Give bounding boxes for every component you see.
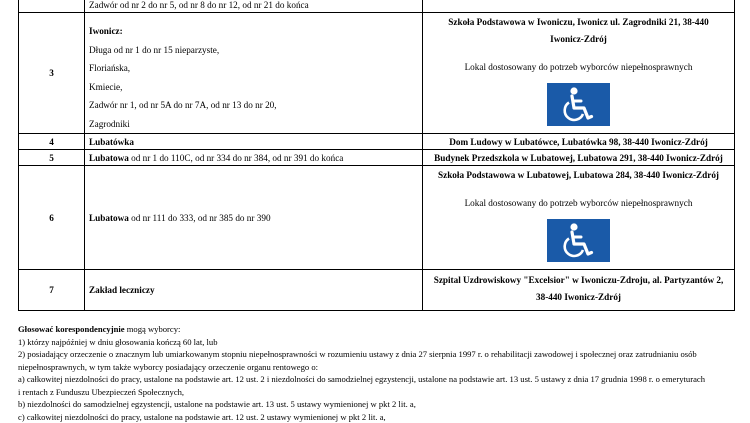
polling-districts-table <box>18 0 735 311</box>
table-row <box>19 270 735 311</box>
notes-item: niepełnosprawnych, w tym także wyborcy posiadający orzeczenie organu rentowego o: <box>18 361 738 374</box>
district-number: 6 <box>19 166 85 270</box>
wheelchair-icon <box>547 219 610 262</box>
polling-place: Budynek Przedszkola w Lubatowej, Lubatowa 291, 38-440 Iwonicz-Zdrój <box>423 150 735 166</box>
district-number: 4 <box>19 134 85 150</box>
wheelchair-icon <box>547 83 610 126</box>
polling-place: Szkoła Podstawowa w Lubatowej, Lubatowa 284, 38-440 Iwonicz-Zdrój <box>423 166 734 184</box>
notes-item: c) całkowitej niezdolności do pracy, ustalone na podstawie art. 12 ust. 2 ustawy wymienionej w pkt 2 lit. a, <box>18 411 738 423</box>
accessibility-note: Lokal dostosowany do potrzeb wyborców niepełnosprawnych <box>423 61 734 73</box>
notes-item: b) niezdolności do samodzielnej egzystencji, ustalone na podstawie art. 13 ust. 5 ustawy wymienionej w pkt 2 lit. a, <box>18 398 738 411</box>
district-number: 5 <box>19 150 85 166</box>
accessibility-note: Lokal dostosowany do potrzeb wyborców niepełnosprawnych <box>423 197 734 209</box>
district-area: Zakład leczniczy <box>85 270 423 311</box>
table-row <box>19 0 735 13</box>
polling-place: Szpital Uzdrowiskowy "Excelsior" w Iwoniczu-Zdroju, al. Partyzantów 2, 38-440 Iwonicz-Zdrój <box>423 270 735 311</box>
table-row <box>19 13 735 134</box>
district-area: Zadwór od nr 2 do nr 5, od nr 8 do nr 12, od nr 21 do końca <box>89 0 422 12</box>
notes-heading: Głosować korespondencyjnie mogą wyborcy: <box>18 323 738 336</box>
notes-item: a) całkowitej niezdolności do pracy, ustalone na podstawie art. 12 ust. 2 i niezdolności do samodzielnej egzystencji, ustalone na podstawie art. 13 ust. 5 ustawy z dnia 17 grudnia 1998 r. o emeryturach <box>18 373 738 386</box>
postal-voting-notes <box>18 323 738 423</box>
polling-place: Szkoła Podstawowa w Iwoniczu, Iwonicz ul. Zagrodniki 21, 38-440 Iwonicz-Zdrój <box>423 13 734 48</box>
table-row <box>19 150 735 166</box>
district-area: Lubatówka <box>85 134 423 150</box>
notes-item: 1) którzy najpóźniej w dniu głosowania kończą 60 lat, lub <box>18 336 738 349</box>
district-area: Iwonicz: Długa od nr 1 do nr 15 nieparzyste, Floriańska, Kmiecie, Zadwór nr 1, od nr 5A do nr 7A, od nr 13 do nr 20, Zagrodniki <box>89 13 422 133</box>
notes-item: i rentach z Funduszu Ubezpieczeń Społecznych, <box>18 386 738 399</box>
polling-place: Dom Ludowy w Lubatówce, Lubatówka 98, 38-440 Iwonicz-Zdrój <box>423 134 735 150</box>
notes-item: 2) posiadający orzeczenie o znacznym lub umiarkowanym stopniu niepełnosprawności w rozumieniu ustawy z dnia 27 sierpnia 1997 r. o rehabilitacji zawodowej i społecznej oraz zatrudnianiu osób <box>18 348 738 361</box>
district-area: Lubatowa od nr 1 do 110C, od nr 334 do nr 384, od nr 391 do końca <box>85 150 423 166</box>
district-number: 3 <box>19 13 85 134</box>
table-row <box>19 166 735 270</box>
district-number: 7 <box>19 270 85 311</box>
table-row <box>19 134 735 150</box>
district-area: Lubatowa od nr 111 do 333, od nr 385 do nr 390 <box>85 166 423 270</box>
